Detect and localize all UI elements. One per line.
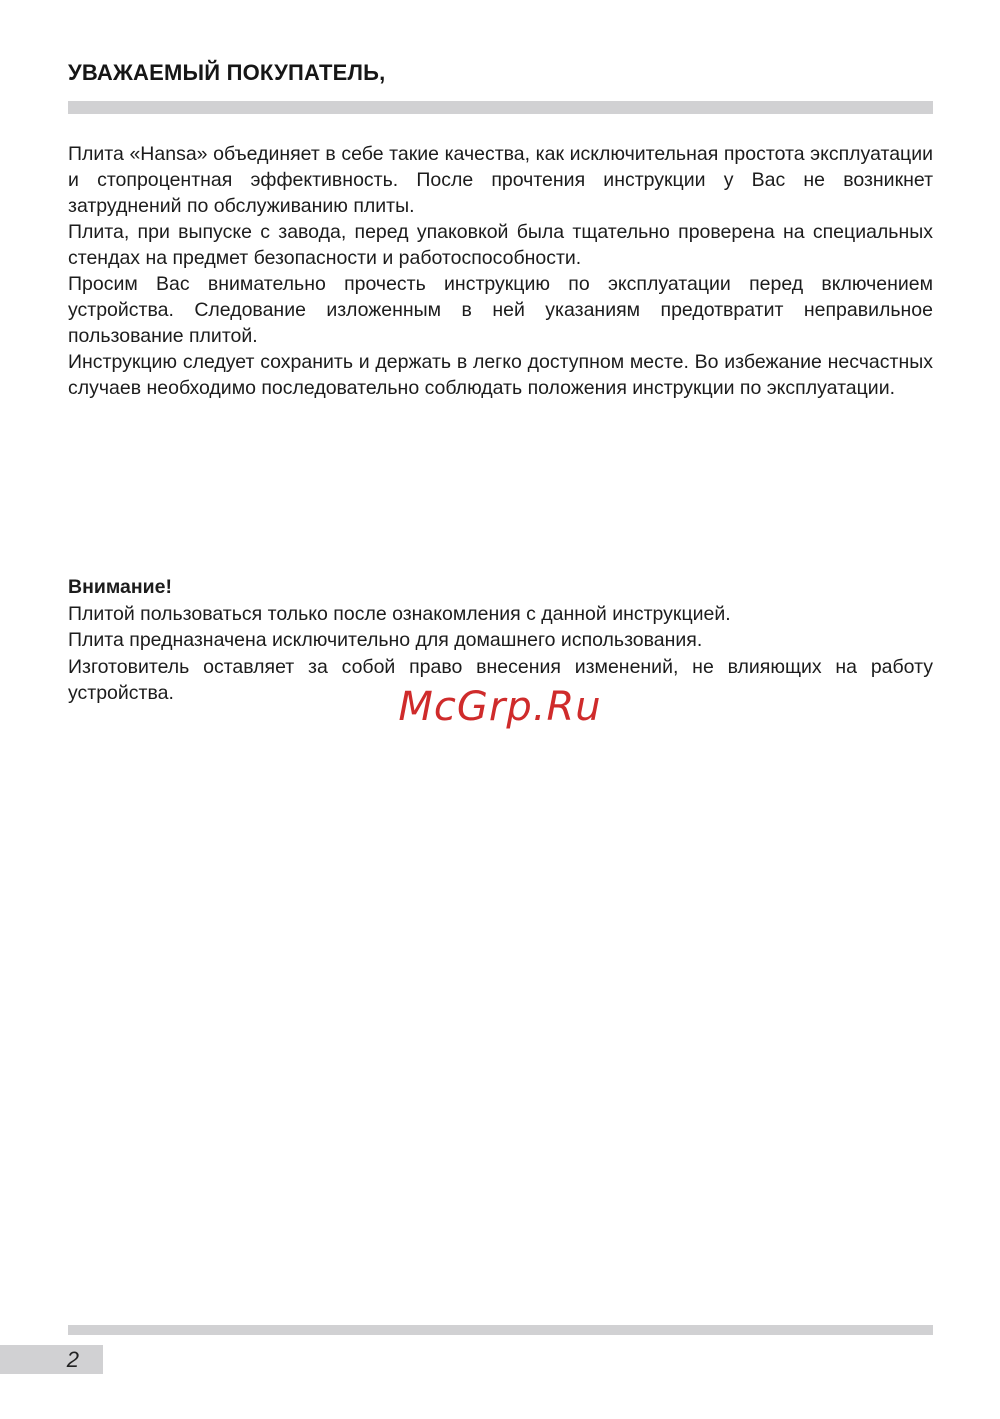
intro-paragraph: Просим Вас внимательно прочесть инструкцию по эксплуатации перед включением устройства. Следование изложенным в ней указаниям предотвратит неправильное пользование плитой. — [68, 273, 933, 347]
page-number: 2 — [66, 1347, 79, 1372]
intro-paragraph: Инструкцию следует сохранить и держать в легко доступном месте. Во избежание несчастных случаев необходимо последовательно соблюдать положения инструкции по эксплуатации. — [68, 351, 933, 399]
page-title: УВАЖАЕМЫЙ ПОКУПАТЕЛЬ, — [68, 60, 386, 85]
intro-paragraph: Плита «Hansa» объединяет в себе такие качества, как исключительная простота эксплуатации и стопроцентная эффективность. После прочтения инструкции у Вас не возникнет затруднений по обслуживанию плиты. — [68, 143, 933, 217]
attention-line: Изготовитель оставляет за собой право внесения изменений, не влияющих на работу устройства. — [68, 655, 933, 704]
page-number-box — [0, 1345, 103, 1374]
attention-line: Плитой пользоваться только после ознакомления с данной инструкцией. — [68, 602, 731, 625]
attention-line: Плита предназначена исключительно для домашнего использования. — [68, 629, 703, 651]
mcgrp-watermark: McGrp.Ru — [398, 684, 602, 730]
intro-text-block — [68, 141, 933, 401]
intro-paragraph: Плита, при выпуске с завода, перед упаковкой была тщательно проверена на специальных стендах на предмет безопасности и работоспособности. — [68, 221, 933, 269]
footer-divider-bar — [68, 1325, 933, 1335]
header-divider-bar — [68, 101, 933, 114]
attention-title: Внимание! — [68, 576, 172, 598]
